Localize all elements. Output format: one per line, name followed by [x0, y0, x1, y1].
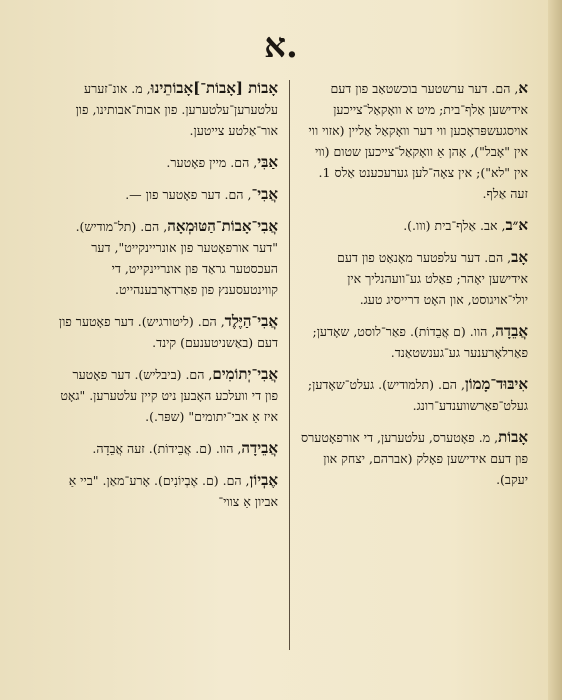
- dictionary-entry: [300, 215, 528, 236]
- entry-definition: , הם. מיין פאָטער.: [166, 155, 258, 170]
- entry-headword: אִיבּוּד־מָמוֹן: [464, 375, 528, 393]
- entry-definition: , הם. (תל־מודיש). "דער אורפאָטער פון אונריינקייט", דער העכסטער גראַד פון אונריינקייט, די קווינטעסענץ פון פאַרדאָרבענהייט.: [75, 219, 278, 297]
- dictionary-entry: [300, 78, 528, 204]
- entry-headword: אֲבִי־אָבוֹת־הַטּוּמְאָה: [167, 217, 278, 235]
- entry-headword: אֶבְיוֹן: [249, 471, 278, 489]
- entry-headword: אֲבֵידָה: [241, 439, 278, 457]
- dictionary-entry: [56, 311, 278, 353]
- entry-headword: אָב: [511, 248, 528, 266]
- entry-headword: אָבוֹת: [498, 428, 528, 446]
- left-column: [56, 78, 278, 668]
- dictionary-entry: [300, 427, 528, 490]
- entry-definition: , הוו. (ם אֲבֵדוֹת). פאַר־לוסט, שאָדען; פאַרלאָרענער גע־גענשטאַנד.: [312, 324, 528, 360]
- dictionary-entry: [300, 247, 528, 310]
- entry-headword: אָבוֹת [אָבוֹת־]אָבוֹתֵינוּ: [150, 79, 278, 97]
- section-letter: א.: [264, 26, 298, 66]
- entry-headword: אֲבִי־הַיֶּלֶד: [224, 312, 278, 330]
- dictionary-entry: [56, 470, 278, 512]
- entry-headword: אַבִּי: [257, 153, 278, 171]
- dictionary-entry: [300, 321, 528, 363]
- entry-definition: , הם. דער פאָטער פון —.: [125, 187, 252, 202]
- entry-headword: א״ב: [505, 216, 528, 234]
- column-divider: [289, 80, 290, 650]
- page-edge: [548, 0, 562, 700]
- entry-definition: , הם. (תלמודיש). געלט־שאָדען; געלט־פאַרשווענדע־רונג.: [307, 377, 528, 413]
- entry-definition: , הוו. (ם. אֲבֵידוֹת). זעה אֲבֵדָה.: [92, 441, 242, 456]
- entry-definition: , הם. דער עלפטער מאָנאַט פון דעם אידישען יאָהר; פאַלט גע־וועהנליך אין יולי־אויגוסט, און האָט דרייסיג טעג.: [337, 250, 528, 307]
- entry-definition: , אב. אַלף־בית (ווו.).: [403, 218, 506, 233]
- entry-definition: , הם. (ליטורגיש). דער פאָטער פון דעם (באַשניטענעם) קינד.: [58, 314, 278, 350]
- dictionary-entry: [56, 78, 278, 141]
- entry-headword: אֲבִי־: [251, 185, 278, 203]
- entry-definition: , מ. אונ־זערע עלטערען־עלטערען. פון אבות־אבותינו, פון אור־אַלטע צייטען.: [75, 81, 278, 138]
- entry-headword: אֲבֵדָה: [495, 322, 528, 340]
- entry-headword: א: [518, 79, 528, 97]
- entry-definition: , הם. דער ערשטער בוכשטאַב פון דעם אידישען אַלף־בית; מיט א וואָקאַל־צייכען אויסגעשפּראָכען ווי דער וואָקאַל אַליין (אזוי ווי אין "אָבל"), אָהן אַ וואָקאַל־צייכען שטום (ווי אין "לא"); אין צאָה־לען גערעכענט אַלס 1. זעה אַלף.: [308, 81, 528, 201]
- dictionary-entry: [56, 184, 278, 205]
- dictionary-entry: [300, 374, 528, 416]
- dictionary-entry: [56, 438, 278, 459]
- entry-headword: אֲבִי־יְתוֹמִים: [212, 365, 278, 383]
- dictionary-entry: [56, 364, 278, 427]
- dictionary-entry: [56, 216, 278, 300]
- right-column: [300, 78, 528, 668]
- dictionary-entry: [56, 152, 278, 173]
- entry-definition: , מ. פאָטערס, עלטערען, די אורפאָטערס פון דעם אידישען פאָלק (אברהם, יצחק און יעקב).: [301, 430, 528, 487]
- entry-definition: , הם. (ביבליש). דער פאָטער פון די וועלכע האָבען ניט קיין עלטערען. "גאָט איז אַ אבי־יתומים" (שפּר.).: [60, 367, 278, 424]
- entry-definition: , הם. (ם. אֶבְיוֹנִים). אָרע־מאַן. "ביי אַ אביון אַ צווי־: [68, 473, 278, 509]
